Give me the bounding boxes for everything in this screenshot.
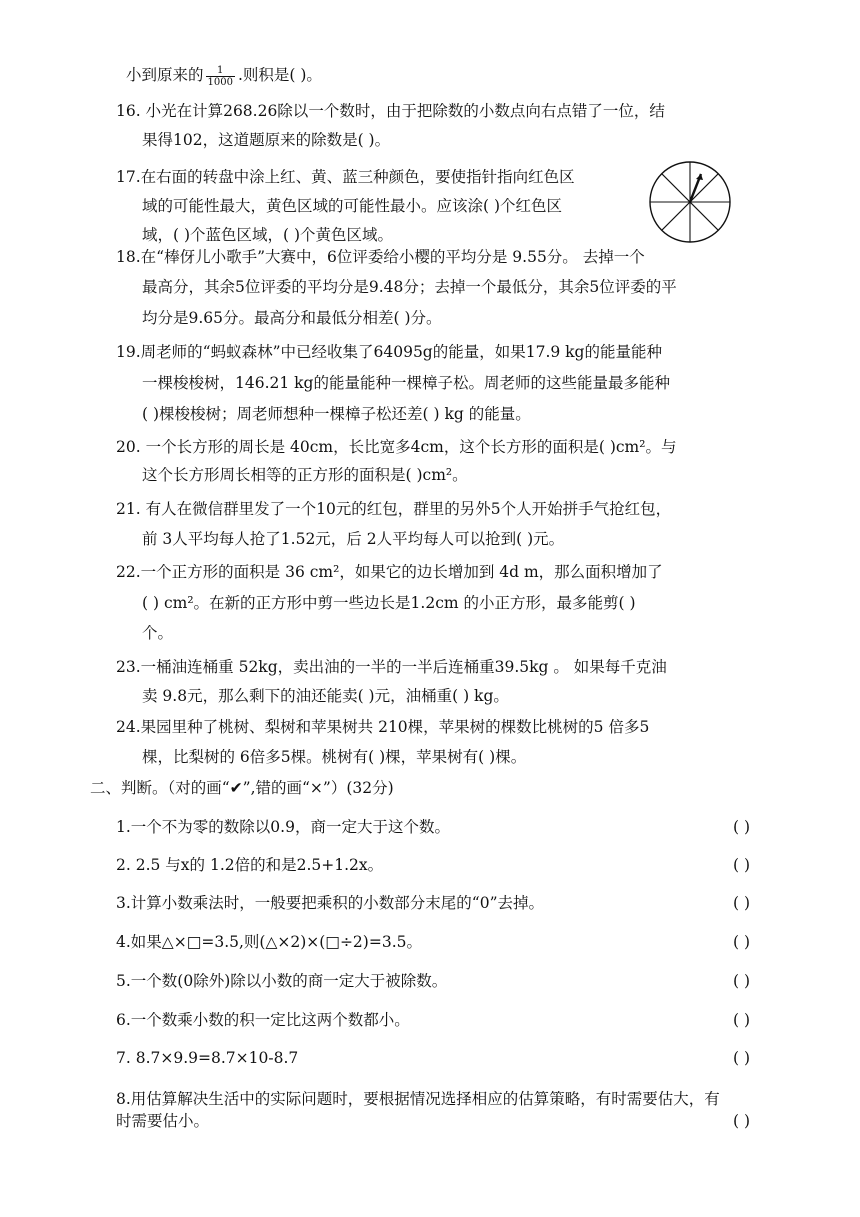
q22-line-1: 22.一个正方形的面积是 36 cm²，如果它的边长增加到 4d m，那么面积增加了 (116, 563, 663, 581)
q21-line-2: 前 3人平均每人抢了1.52元，后 2人平均每人可以抢到( )元。 (142, 530, 565, 548)
q18-line-2: 最高分，其余5位评委的平均分是9.48分；去掉一个最低分，其余5位评委的平 (142, 278, 677, 296)
fraction (206, 65, 235, 88)
q20-line-2: 这个长方形周长相等的正方形的面积是( )cm²。 (142, 466, 468, 484)
judge-item-6: 6.一个数乘小数的积一定比这两个数都小。 (116, 1011, 410, 1029)
judge-item-8-line-1: 8.用估算解决生活中的实际问题时，要根据情况选择相应的估算策略，有时需要估大，有 (116, 1090, 720, 1108)
q24-line-2: 棵，比梨树的 6倍多5棵。桃树有( )棵，苹果树有( )棵。 (142, 748, 527, 766)
judge-item-7: 7. 8.7×9.9=8.7×10-8.7 (116, 1049, 299, 1067)
fraction-denominator: 1000 (207, 76, 233, 88)
q23-line-2: 卖 9.8元，那么剩下的油还能卖( )元，油桶重( ) kg。 (142, 687, 509, 705)
q20-line-1: 20. 一个长方形的周长是 40cm，长比宽多4cm，这个长方形的面积是( )cm²。与 (116, 438, 677, 456)
judge-item-4: 4.如果△×□=3.5,则(△×2)×(□÷2)=3.5。 (116, 933, 422, 951)
q15-text-pre: 小到原来的 (126, 66, 204, 84)
q18-line-1: 18.在“棒伢儿小歌手”大赛中，6位评委给小樱的平均分是 9.55分。 去掉一个 (116, 248, 645, 266)
answer-paren-6[interactable]: ( ) (733, 1011, 751, 1029)
answer-paren-5[interactable]: ( ) (733, 972, 751, 990)
spinner-wheel-icon (648, 160, 732, 244)
q19-line-1: 19.周老师的“蚂蚁森林”中已经收集了64095g的能量，如果17.9 kg的能量能种 (116, 343, 662, 361)
q16-line-2: 果得102，这道题原来的除数是( )。 (142, 131, 391, 149)
judge-item-1: 1.一个不为零的数除以0.9，商一定大于这个数。 (116, 818, 450, 836)
judge-item-8-line-2: 时需要估小。 (116, 1112, 210, 1130)
answer-paren-2[interactable]: ( ) (733, 856, 751, 874)
q15-text-post: .则积是( )。 (237, 66, 322, 84)
q17-line-3: 域，( )个蓝色区域，( )个黄色区域。 (142, 226, 394, 244)
answer-paren-4[interactable]: ( ) (733, 933, 751, 951)
fraction-numerator: 1 (206, 65, 235, 77)
q23-line-1: 23.一桶油连桶重 52kg，卖出油的一半的一半后连桶重39.5kg 。 如果每千克油 (116, 658, 667, 676)
answer-paren-1[interactable]: ( ) (733, 818, 751, 836)
q21-line-1: 21. 有人在微信群里发了一个10元的红包，群里的另外5个人开始拼手气抢红包， (116, 500, 672, 518)
q18-line-3: 均分是9.65分。最高分和最低分相差( )分。 (142, 309, 442, 327)
q22-line-3: 个。 (142, 624, 174, 642)
q15-continuation (126, 64, 322, 88)
answer-paren-8[interactable]: ( ) (733, 1112, 751, 1130)
q17-line-1: 17.在右面的转盘中涂上红、黄、蓝三种颜色，要使指针指向红色区 (116, 168, 575, 186)
section-2-title: 二、判断。（对的画“✔”,错的画“×”）(32分) (90, 779, 394, 797)
judge-item-5: 5.一个数(0除外)除以小数的商一定大于被除数。 (116, 972, 448, 990)
judge-item-3: 3.计算小数乘法时，一般要把乘积的小数部分末尾的“0”去掉。 (116, 894, 545, 912)
q17-line-2: 域的可能性最大，黄色区域的可能性最小。应该涂( )个红色区 (142, 197, 563, 215)
q22-line-2: ( ) cm²。在新的正方形中剪一些边长是1.2cm 的小正方形，最多能剪( ) (142, 594, 636, 612)
q24-line-1: 24.果园里种了桃树、梨树和苹果树共 210棵，苹果树的棵数比桃树的5 倍多5 (116, 718, 650, 736)
q19-line-2: 一棵梭梭树，146.21 kg的能量能种一棵樟子松。周老师的这些能量最多能种 (142, 374, 670, 392)
q19-line-3: ( )棵梭梭树；周老师想种一棵樟子松还差( ) kg 的能量。 (142, 405, 531, 423)
q16-line-1: 16. 小光在计算268.26除以一个数时，由于把除数的小数点向右点错了一位，结 (116, 102, 665, 120)
answer-paren-7[interactable]: ( ) (733, 1049, 751, 1067)
answer-paren-3[interactable]: ( ) (733, 894, 751, 912)
judge-item-2: 2. 2.5 与x的 1.2倍的和是2.5+1.2x。 (116, 856, 384, 874)
